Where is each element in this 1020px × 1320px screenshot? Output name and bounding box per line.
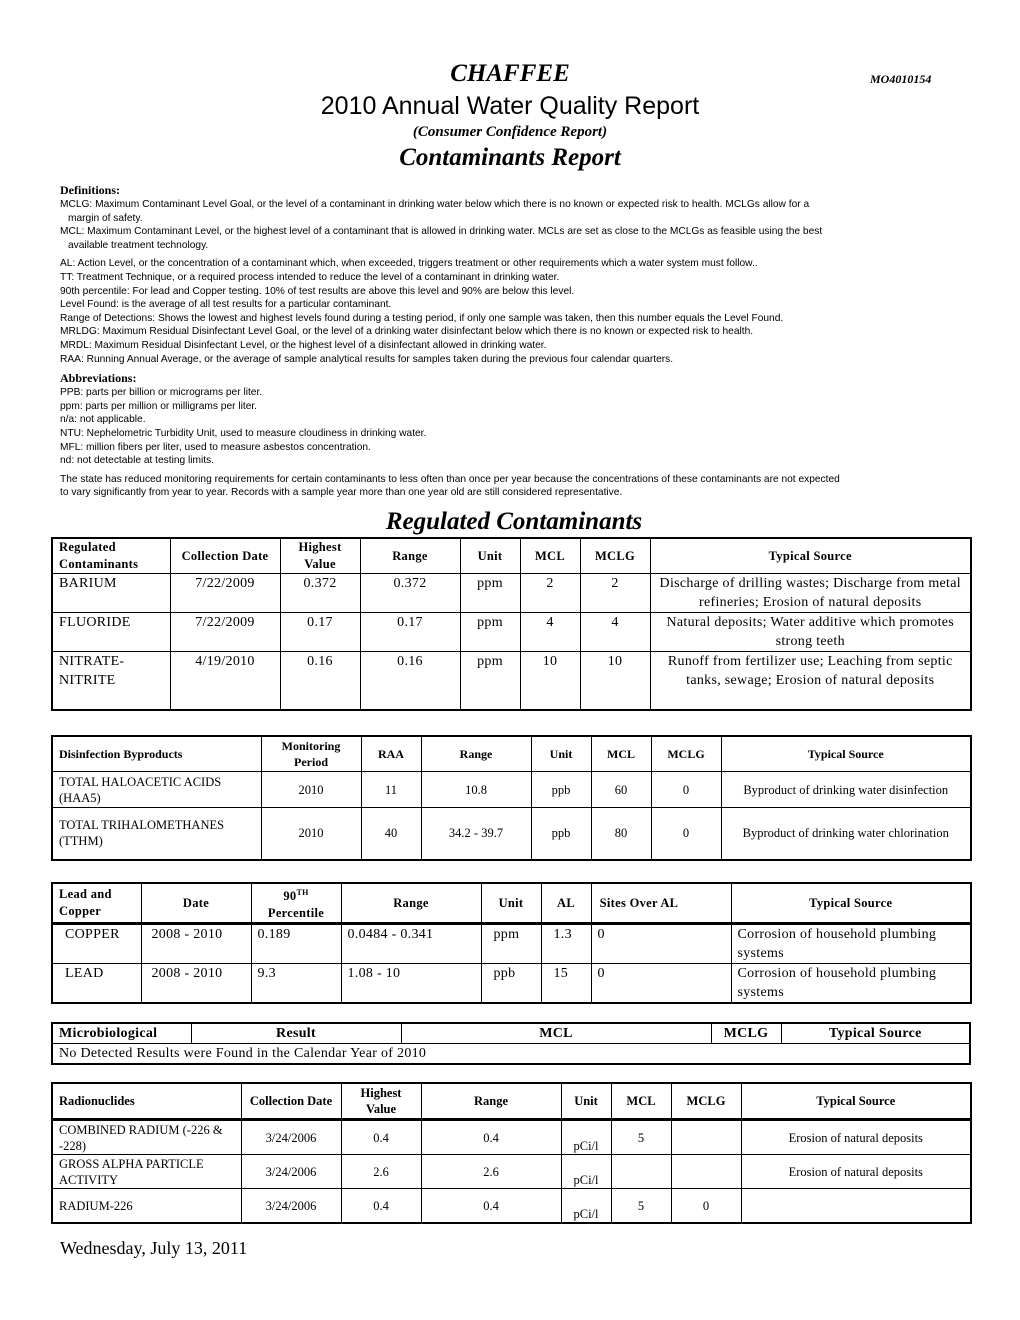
header-cell: RAA [361,736,421,772]
table-cell: ppb [481,964,541,1004]
table-cell: 2008 - 2010 [141,964,251,1004]
header-cell: Typical Source [731,883,971,924]
definition-item: Range of Detections: Shows the lowest and highest levels found during a testing period, if only one sample was taken, then this number equals the Level Found. [60,312,784,324]
table-cell: 0.16 [360,652,460,710]
table-cell: NITRATE-NITRITE [52,652,170,710]
table-cell: 0.4 [421,1120,561,1155]
header-cell: MCLG [711,1023,781,1044]
table-cell: 4/19/2010 [170,652,280,710]
table-cell: 11 [361,772,421,808]
header-cell: Range [421,1083,561,1120]
table-cell: 0.17 [280,613,360,652]
table-cell: Corrosion of household plumbing systems [731,924,971,964]
table-cell: 0.4 [421,1189,561,1224]
table-row [52,1044,970,1065]
header-cell: Typical Source [721,736,971,772]
table-cell: Byproduct of drinking water disinfection [721,772,971,808]
table-cell [671,1155,741,1189]
definition-item: available treatment technology. [68,239,209,251]
definition-item: RAA: Running Annual Average, or the average of sample analytical results for samples taken during the previous four calendar quarters. [60,353,674,365]
table-cell: 0 [671,1189,741,1224]
table-cell: 10.8 [421,772,531,808]
header-cell: Lead and Copper [52,883,141,924]
abbreviation-item: n/a: not applicable. [60,414,146,426]
table-cell: ppm [481,924,541,964]
header-cell: Range [341,883,481,924]
table-cell: 4 [580,613,650,652]
table-cell: 2008 - 2010 [141,924,251,964]
report-title: 2010 Annual Water Quality Report [320,92,700,120]
table-cell: LEAD [52,964,141,1004]
table-cell: 0 [651,808,721,860]
no-results-message: No Detected Results were Found in the Calendar Year of 2010 [52,1044,970,1065]
table-cell: ppb [531,772,591,808]
table-cell: GROSS ALPHA PARTICLE ACTIVITY [52,1155,241,1189]
header-cell: Disinfection Byproducts [52,736,261,772]
table-cell: 0.372 [360,574,460,613]
table-cell: 7/22/2009 [170,574,280,613]
table-cell: Erosion of natural deposits [741,1155,971,1189]
report-date: Wednesday, July 13, 2011 [60,1238,248,1258]
table-cell: 2 [580,574,650,613]
table-cell: ppm [460,613,520,652]
header-cell: MCL [611,1083,671,1120]
table-row [52,1155,971,1189]
header-cell: MCL [520,538,580,574]
table-cell: 1.3 [541,924,591,964]
table-cell: pCi/l [561,1189,611,1224]
table-cell: 2.6 [341,1155,421,1189]
microbiological-table [51,1022,971,1065]
header-cell [251,883,341,924]
table-cell: 0.4 [341,1120,421,1155]
abbreviation-item: nd: not detectable at testing limits. [60,455,215,467]
table-cell: Corrosion of household plumbing systems [731,964,971,1004]
table-cell: Byproduct of drinking water chlorination [721,808,971,860]
header-cell: MCLG [580,538,650,574]
table-cell: RADIUM-226 [52,1189,241,1224]
regulated-title: Regulated Contaminants [385,508,643,535]
header-cell: Collection Date [241,1083,341,1120]
table-cell: 0.4 [341,1189,421,1224]
percentile-number: 90 [283,889,297,904]
definition-item: MRLDG: Maximum Residual Disinfectant Level Goal, or the level of a drinking water disinfectant below which there is no known or expected risk to health. [60,326,754,338]
percentile-label: Percentile [267,906,325,921]
table-cell: Runoff from fertilizer use; Leaching from septic tanks, sewage; Erosion of natural deposits [650,652,971,710]
abbreviation-item: ppm: parts per million or milligrams per liter. [60,400,258,412]
table-row [52,1120,971,1155]
table-cell: 5 [611,1189,671,1224]
table-cell: 3/24/2006 [241,1189,341,1224]
table-row [52,574,971,613]
table-cell: pCi/l [561,1155,611,1189]
table-cell: 60 [591,772,651,808]
table-cell: TOTAL HALOACETIC ACIDS (HAA5) [52,772,261,808]
table-cell: 34.2 - 39.7 [421,808,531,860]
header-cell: MCLG [671,1083,741,1120]
abbreviation-item: MFL: million fibers per liter, used to measure asbestos concentration. [60,441,371,453]
table-cell: 0 [591,964,731,1004]
table-row [52,964,971,1004]
table-cell: 10 [580,652,650,710]
abbreviation-item: PPB: parts per billion or micrograms per liter. [60,387,263,399]
header-cell: Collection Date [170,538,280,574]
table-cell: 0.189 [251,924,341,964]
table-cell: COPPER [52,924,141,964]
definition-item: 90th percentile: For lead and Copper testing. 10% of test results are above this level and 90% are below this level. [60,285,575,297]
table-cell: 9.3 [251,964,341,1004]
table-cell: FLUORIDE [52,613,170,652]
header-cell: Highest Value [280,538,360,574]
table-cell [611,1155,671,1189]
regulated-table [51,537,972,711]
table-cell: pCi/l [561,1120,611,1155]
header-cell: Typical Source [781,1023,970,1044]
table-cell: Natural deposits; Water additive which promotes strong teeth [650,613,971,652]
header-cell: Date [141,883,251,924]
system-id: MO4010154 [870,72,932,86]
table-cell: 3/24/2006 [241,1155,341,1189]
definition-item: MCLG: Maximum Contaminant Level Goal, or the level of a contaminant in drinking water below which there is no known or expected risk to health. MCLGs allow for a [60,199,810,210]
header-cell: Sites Over AL [591,883,731,924]
table-cell: 3/24/2006 [241,1120,341,1155]
table-cell: ppb [531,808,591,860]
table-cell: 2.6 [421,1155,561,1189]
section-title: Contaminants Report [399,144,621,171]
table-cell: 2010 [261,808,361,860]
definition-item: AL: Action Level, or the concentration of a contaminant which, when exceeded, triggers treatment or other requirements which a water system must follow.. [60,258,758,270]
table-cell: 40 [361,808,421,860]
radionuclides-table [51,1082,972,1224]
table-row [52,924,971,964]
table-row [52,808,971,860]
system-name: CHAFFEE [450,60,570,87]
monitoring-note: to vary significantly from year to year. Records with a sample year more than one year old are still considered representative. [60,487,623,499]
definition-item: margin of safety. [68,212,143,224]
header-cell: Microbiological [52,1023,191,1044]
table-cell: COMBINED RADIUM (-226 & -228) [52,1120,241,1155]
report-subtitle: (Consumer Confidence Report) [412,124,608,140]
table-row [52,652,971,710]
definition-item: TT: Treatment Technique, or a required process intended to reduce the level of a contaminant in drinking water. [60,271,560,283]
header-cell: Range [360,538,460,574]
table-cell: 0.372 [280,574,360,613]
header-cell: Result [191,1023,401,1044]
definition-item: MCL: Maximum Contaminant Level, or the highest level of a contaminant that is allowed in drinking water. MCLs are set as close to the MCLGs as feasible using the best [60,226,823,238]
header-cell: Typical Source [650,538,971,574]
header-cell: MCL [591,736,651,772]
header-cell: Regulated Contaminants [52,538,170,574]
table-cell: 0 [591,924,731,964]
table-cell: 15 [541,964,591,1004]
table-cell: 2 [520,574,580,613]
table-cell: 4 [520,613,580,652]
header-cell: Range [421,736,531,772]
table-cell: ppm [460,652,520,710]
header-cell: MCLG [651,736,721,772]
header-cell: Typical Source [741,1083,971,1120]
table-cell: BARIUM [52,574,170,613]
table-cell: TOTAL TRIHALOMETHANES (TTHM) [52,808,261,860]
definitions-block [60,183,960,500]
table-cell: Erosion of natural deposits [741,1120,971,1155]
table-cell: 2010 [261,772,361,808]
header-cell: Unit [460,538,520,574]
definition-item: MRDL: Maximum Residual Disinfectant Level, or the highest level of a disinfectant allowed in drinking water. [60,339,547,351]
table-cell: 0.17 [360,613,460,652]
definitions-heading: Definitions: [60,183,120,197]
header-cell: AL [541,883,591,924]
table-cell: Discharge of drilling wastes; Discharge from metal refineries; Erosion of natural deposits [650,574,971,613]
table-cell: 0 [651,772,721,808]
definition-item: Level Found: is the average of all test results for a particular contaminant. [60,299,392,311]
table-row [52,1189,971,1224]
table-cell [741,1189,971,1224]
table-cell [671,1120,741,1155]
table-cell: 0.16 [280,652,360,710]
table-cell: 80 [591,808,651,860]
table-cell: 5 [611,1120,671,1155]
table-cell: ppm [460,574,520,613]
table-row [52,613,971,652]
table-cell: 1.08 - 10 [341,964,481,1004]
header-cell: Monitoring Period [261,736,361,772]
header-cell: Unit [531,736,591,772]
disinfection-table [51,735,972,861]
table-cell: 7/22/2009 [170,613,280,652]
table-cell: 0.0484 - 0.341 [341,924,481,964]
lead-copper-table [51,882,972,1004]
percentile-suffix: TH [296,888,309,897]
table-row [52,772,971,808]
abbreviations-heading: Abbreviations: [60,371,137,386]
header-cell: Radionuclides [52,1083,241,1120]
monitoring-note: The state has reduced monitoring requirements for certain contaminants to less often than once per year because the concentrations of these contaminants are not expected [60,473,840,485]
table-cell: 10 [520,652,580,710]
header-cell: Unit [481,883,541,924]
header-cell: Unit [561,1083,611,1120]
header-cell: MCL [401,1023,711,1044]
abbreviation-item: NTU: Nephelometric Turbidity Unit, used to measure cloudiness in drinking water. [60,427,427,439]
header-cell: Highest Value [341,1083,421,1120]
